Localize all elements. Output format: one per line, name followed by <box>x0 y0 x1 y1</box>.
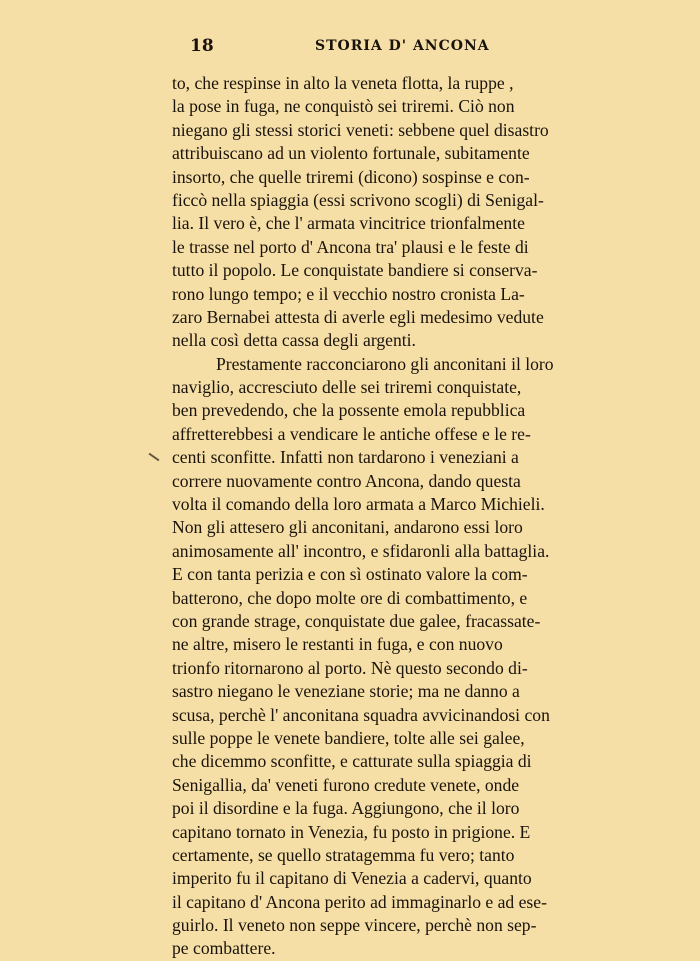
text-line: pe combattere. <box>172 938 276 959</box>
text-line: nella così detta cassa degli argenti. <box>172 330 416 351</box>
text-line: trionfo ritornarono al porto. Nè questo secondo di- <box>172 657 528 678</box>
page-number: 18 <box>190 36 214 56</box>
text-line: to, che respinse in alto la veneta flotta, la ruppe , <box>172 73 514 93</box>
text-line: imperito fu il capitano di Venezia a cadervi, quanto <box>172 868 532 889</box>
text-line: le trasse nel porto d' Ancona tra' plausi e le feste di <box>172 236 529 257</box>
running-title: STORIA D' ANCONA <box>315 38 490 54</box>
text-line: Non gli attesero gli anconitani, andarono essi loro <box>172 517 523 538</box>
text-line: lia. Il vero è, che l' armata vincitrice trionfalmente <box>172 213 525 234</box>
text-line: naviglio, accresciuto delle sei triremi conquistate, <box>172 377 522 398</box>
text-line: centi sconfitte. Infatti non tardarono i veneziani a <box>172 447 519 468</box>
text-line: il capitano d' Ancona perito ad immaginarlo e ad ese- <box>172 891 547 912</box>
body-text <box>172 72 650 961</box>
text-line: con grande strage, conquistate due galee, fracassate- <box>172 610 541 631</box>
text-line: ben prevedendo, che la possente emola repubblica <box>172 400 526 421</box>
text-line: affretterebbesi a vendicare le antiche offese e le re- <box>172 423 531 444</box>
running-head <box>172 36 650 60</box>
text-line: attribuiscano ad un violento fortunale, subitamente <box>172 143 530 164</box>
text-line: animosamente all' incontro, e sfidaronli alla battaglia. <box>172 540 550 561</box>
text-line: capitano tornato in Venezia, fu posto in prigione. E <box>172 821 531 842</box>
text-line: certamente, se quello stratagemma fu vero; tanto <box>172 844 515 865</box>
stray-ink-mark <box>149 453 160 462</box>
text-line: la pose in fuga, ne conquistò sei triremi. Ciò non <box>172 96 515 117</box>
paragraph-start-line: Prestamente racconciarono gli anconitani il loro <box>216 353 554 374</box>
text-line: scusa, perchè l' anconitana squadra avvicinandosi con <box>172 704 550 725</box>
text-line: che dicemmo sconfitte, e catturate sulla spiaggia di <box>172 751 532 772</box>
text-line: sulle poppe le venete bandiere, tolte alle sei galee, <box>172 727 525 748</box>
text-line: tutto il popolo. Le conquistate bandiere si conserva- <box>172 260 538 281</box>
text-line: insorto, che quelle triremi (dicono) sospinse e con- <box>172 166 530 187</box>
text-line: poi il disordine e la fuga. Aggiungono, che il loro <box>172 798 520 819</box>
text-line: niegano gli stessi storici veneti: sebbene quel disastro <box>172 119 549 140</box>
text-line: ficcò nella spiaggia (essi scrivono scogli) di Senigal- <box>172 189 544 210</box>
text-line: rono lungo tempo; e il vecchio nostro cronista La- <box>172 283 525 304</box>
text-line: correre nuovamente contro Ancona, dando questa <box>172 470 521 491</box>
text-line: zaro Bernabei attesta di averle egli medesimo vedute <box>172 306 544 327</box>
text-line: E con tanta perizia e con sì ostinato valore la com- <box>172 564 528 585</box>
text-line: volta il comando della loro armata a Marco Michieli. <box>172 494 545 515</box>
text-line: sastro niegano le veneziane storie; ma ne danno a <box>172 681 520 702</box>
text-line: batterono, che dopo molte ore di combattimento, e <box>172 587 528 608</box>
text-line: ne altre, misero le restanti in fuga, e con nuovo <box>172 634 503 655</box>
text-line: guirlo. Il veneto non seppe vincere, perchè non sep- <box>172 915 537 936</box>
text-line: Senigallia, da' veneti furono credute venete, onde <box>172 774 520 795</box>
